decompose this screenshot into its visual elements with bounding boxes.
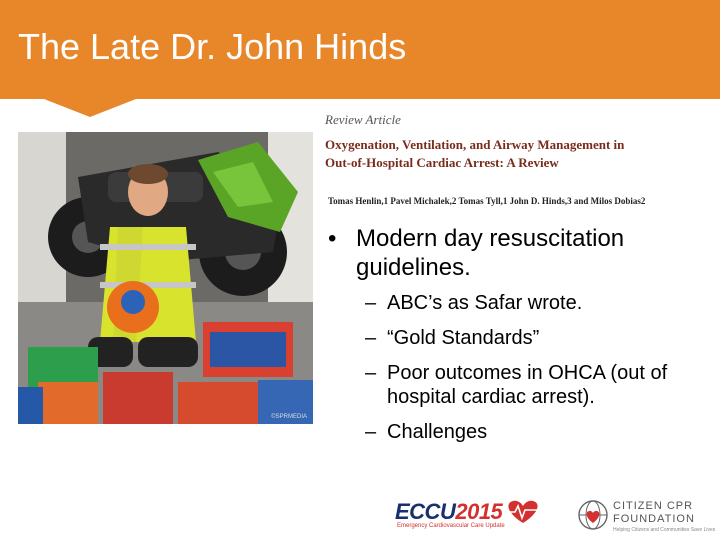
ccpr-tagline: Helping Citizens and Communities Save Lives: [613, 527, 716, 533]
sub-bullet-text: Poor outcomes in OHCA (out of hospital cardiac arrest).: [387, 362, 668, 408]
dash-mark: –: [365, 292, 377, 314]
dash-mark: –: [365, 327, 377, 349]
eccu-2015-logo: [395, 499, 545, 533]
eccu-subtitle: Emergency Cardiovascular Care Update: [397, 523, 505, 529]
title-bar-notch: [44, 99, 136, 117]
eccu-wordmark: [395, 499, 502, 525]
dash-mark: –: [365, 362, 377, 384]
sub-bullet-text: ABC’s as Safar wrote.: [387, 292, 583, 314]
sub-bullet-item: [365, 291, 714, 315]
sub-bullet-text: “Gold Standards”: [387, 327, 540, 349]
photo-illustration: [18, 132, 313, 424]
sub-bullet-item: [365, 326, 714, 350]
bullet-mark: •: [328, 225, 337, 252]
article-title: [325, 136, 715, 172]
sub-bullet-item: [365, 420, 714, 444]
bullet-item: [322, 224, 714, 282]
dash-mark: –: [365, 421, 377, 443]
article-type: Review Article: [325, 112, 401, 127]
review-article-header: [325, 112, 715, 172]
article-authors: Tomas Henlin,1 Pavel Michalek,2 Tomas Tyll,1 John D. Hinds,3 and Milos Dobias2: [328, 196, 646, 206]
sub-bullet-text: Challenges: [387, 421, 488, 443]
ccpr-name-line-1: CITIZEN CPR: [613, 500, 694, 512]
article-title-line-2: Out-of-Hospital Cardiac Arrest: A Review: [325, 155, 559, 170]
sub-bullet-list: [322, 291, 714, 444]
photo-dr-hinds-motorcycle: [18, 132, 313, 424]
slide-title: The Late Dr. John Hinds: [18, 26, 407, 67]
photo-credit: ©SPRMEDIA: [271, 414, 307, 420]
bullet-text: Modern day resuscitation guidelines.: [356, 225, 625, 281]
ccpr-name-line-2: FOUNDATION: [613, 513, 695, 525]
globe-heart-icon: [577, 499, 609, 531]
citizen-cpr-foundation-logo: [577, 497, 717, 535]
sub-bullet-item: [365, 361, 714, 409]
heart-pulse-icon: [503, 499, 543, 525]
bullet-list: [322, 224, 714, 455]
article-title-line-1: Oxygenation, Ventilation, and Airway Management in: [325, 137, 625, 152]
eccu-year: 2015: [455, 499, 503, 524]
title-bar: [0, 0, 720, 99]
eccu-name: ECCU: [395, 499, 456, 524]
